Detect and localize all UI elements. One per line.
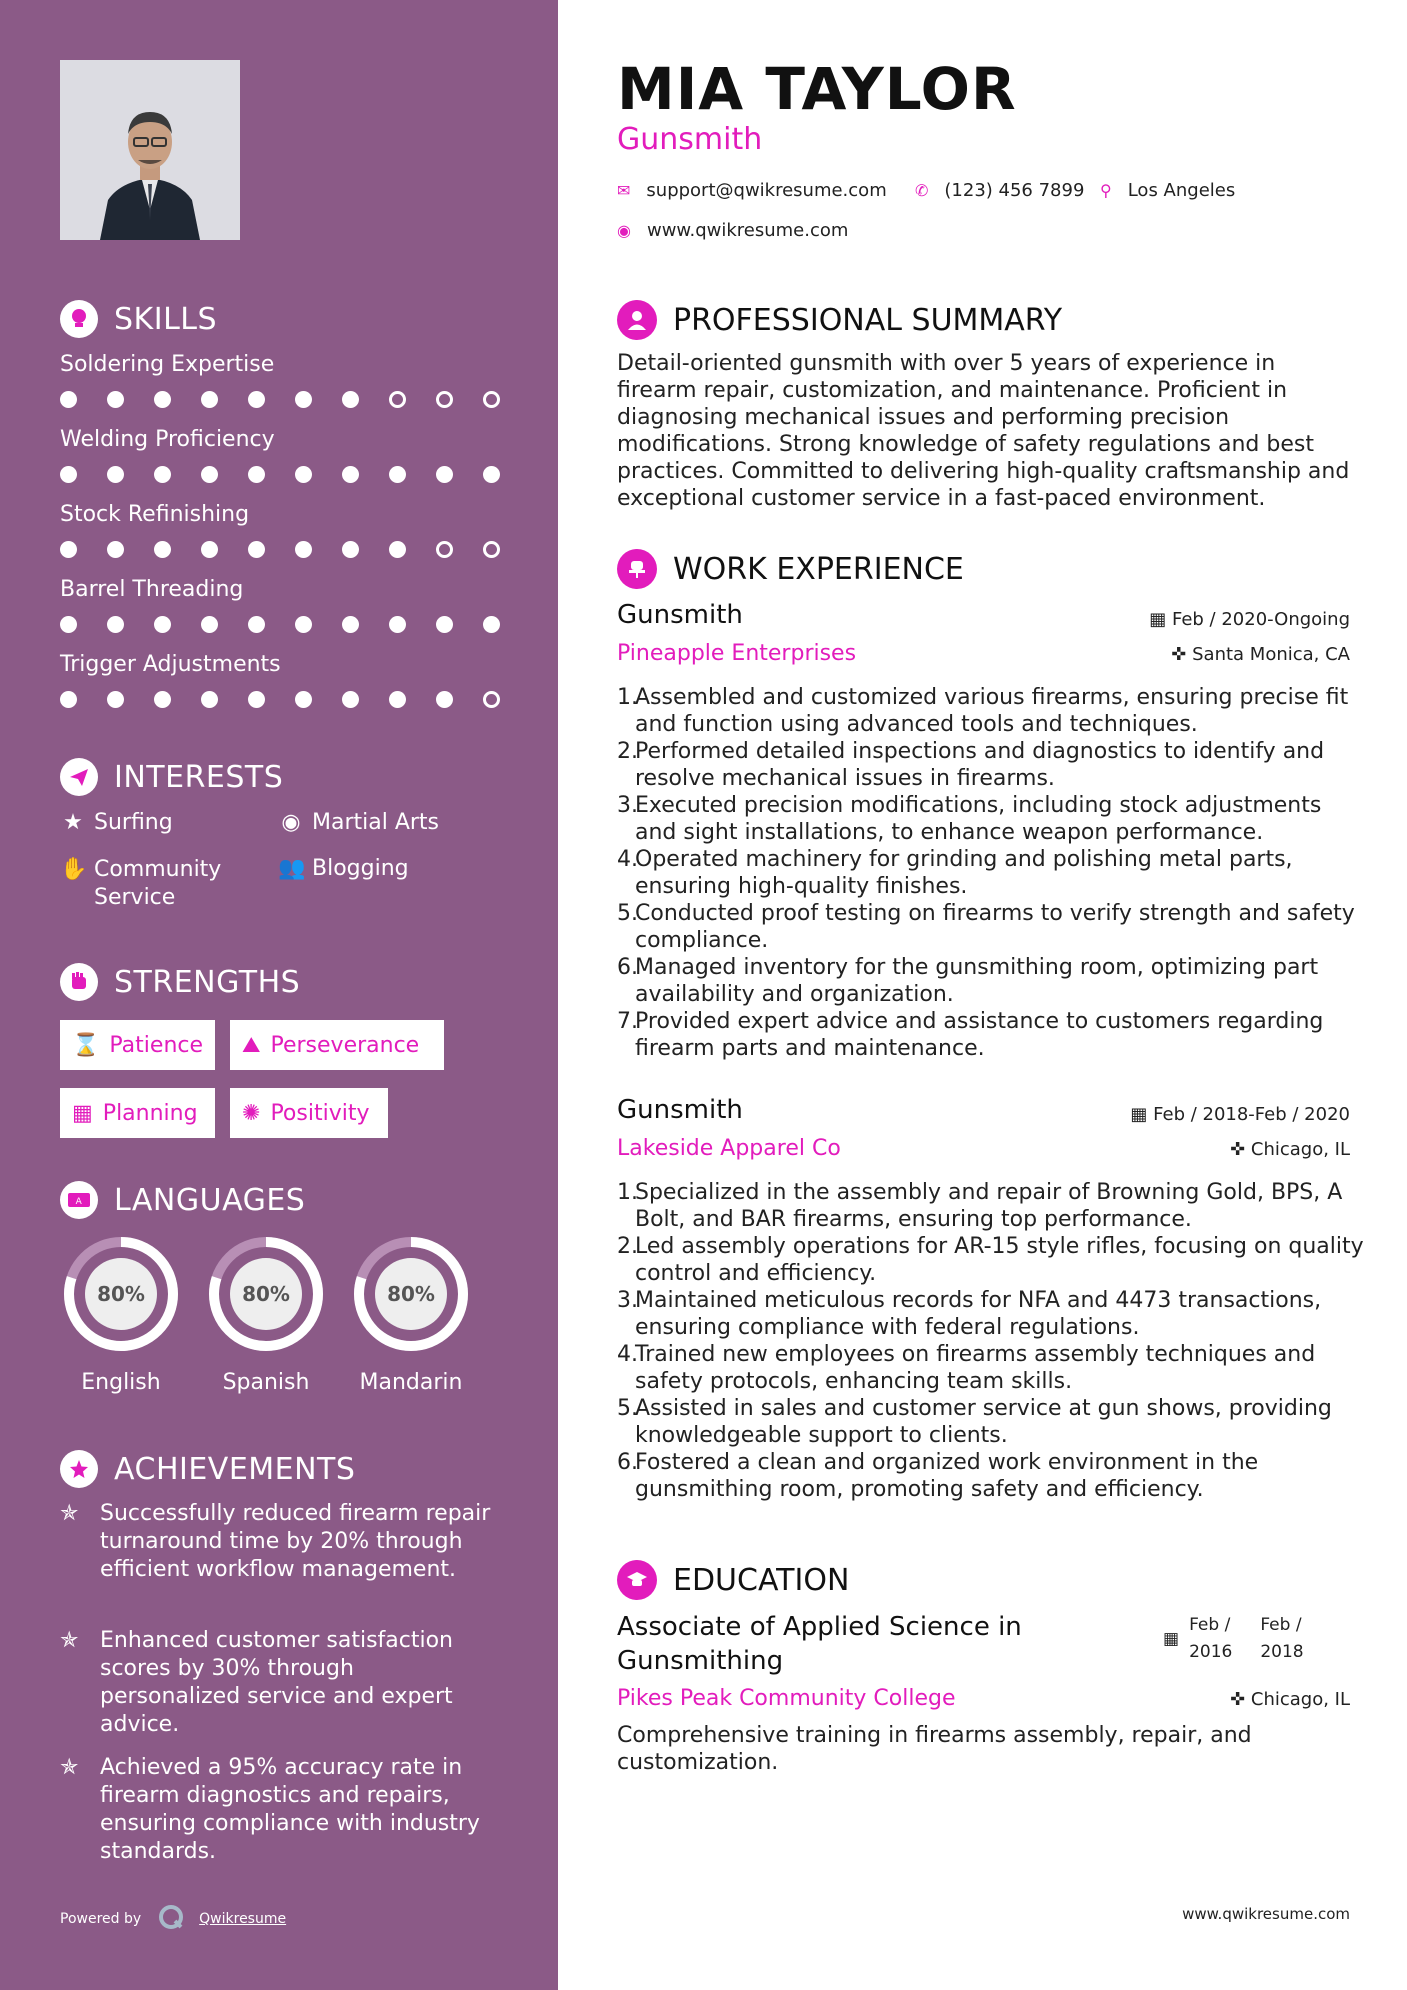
bullet-text: Led assembly operations for AR-15 style rifles, focusing on quality control and efficiency.	[635, 1234, 1364, 1286]
rating-dot-filled	[342, 691, 359, 708]
rating-dot-filled	[342, 616, 359, 633]
road-icon: ⛰	[242, 1032, 261, 1058]
rating-dot-filled	[483, 616, 500, 633]
footer-url[interactable]: www.qwikresume.com	[1182, 1905, 1350, 1923]
job-bullet	[617, 1287, 1368, 1341]
rating-dot-empty	[389, 391, 406, 408]
education-heading: EDUCATION	[617, 1560, 849, 1600]
skill-rating	[60, 691, 530, 708]
job-title: Gunsmith	[617, 1095, 743, 1125]
calendar-icon: ▦	[1163, 1629, 1180, 1649]
skills-heading: SKILLS	[60, 300, 217, 338]
rating-dot-filled	[436, 616, 453, 633]
bullet-number: 7.	[617, 1009, 638, 1034]
strength-chip: ▦ Planning	[60, 1088, 215, 1138]
rating-dot-filled	[342, 541, 359, 558]
language-name: English	[81, 1370, 161, 1395]
job-title: Gunsmith	[617, 600, 743, 630]
achievements-heading: ACHIEVEMENTS	[60, 1450, 355, 1488]
rating-dot-filled	[248, 391, 265, 408]
skill-name: Soldering Expertise	[60, 352, 275, 377]
bullet-text: Managed inventory for the gunsmithing room, optimizing part availability and organization.	[635, 955, 1319, 1007]
language-name: Spanish	[222, 1370, 310, 1395]
bullet-text: Specialized in the assembly and repair of Browning Gold, BPS, A Bolt, and BAR firearms, ensuring top performance.	[635, 1180, 1343, 1232]
school-name: Pikes Peak Community College	[617, 1686, 956, 1711]
star-icon: ★	[63, 810, 83, 835]
rating-dot-filled	[248, 466, 265, 483]
rating-dot-filled	[389, 616, 406, 633]
contact-phone: ✆ (123) 456 7899	[915, 180, 1085, 201]
rating-dot-empty	[483, 391, 500, 408]
bullet-text: Conducted proof testing on firearms to verify strength and safety compliance.	[635, 901, 1355, 953]
user-icon	[617, 300, 657, 340]
rating-dot-filled	[248, 691, 265, 708]
bullet-number: 3.	[617, 793, 638, 818]
rating-dot-filled	[154, 466, 171, 483]
strengths-heading: STRENGTHS	[60, 963, 300, 1001]
achievement-item: ✯ Successfully reduced firearm repair turnaround time by 20% through efficient workflow management.	[60, 1501, 491, 1582]
sun-icon: ✺	[242, 1100, 261, 1126]
calendar-icon: ▦	[1149, 609, 1172, 630]
bullet-number: 5.	[617, 901, 638, 926]
strength-chip: ⌛ Patience	[60, 1020, 215, 1070]
bullet-number: 1.	[617, 1180, 638, 1205]
rating-dot-filled	[107, 691, 124, 708]
profile-photo	[60, 60, 240, 240]
rating-dot-filled	[60, 691, 77, 708]
job-company: Pineapple Enterprises	[617, 641, 857, 666]
hourglass-icon: ⌛	[72, 1032, 100, 1058]
bullet-text: Fostered a clean and organized work environment in the gunsmithing room, promoting safety and efficiency.	[635, 1450, 1259, 1502]
skill-name: Trigger Adjustments	[60, 652, 281, 677]
rating-dot-filled	[483, 466, 500, 483]
summary-text: Detail-oriented gunsmith with over 5 years of experience in firearm repair, customization, and maintenance. Proficient in diagnosing mechanical issues and performing precision modifications. Strong knowledge of safety regulations and best practices. Committed to delivering high-quality craftsmanship and exceptional customer service in a fast-paced environment.	[617, 351, 1350, 511]
rating-dot-filled	[154, 541, 171, 558]
rating-dot-filled	[295, 691, 312, 708]
lightbulb-icon	[60, 300, 98, 338]
rating-dot-filled	[295, 616, 312, 633]
rating-dot-filled	[201, 391, 218, 408]
job-bullet	[617, 684, 1368, 738]
language-percent: 80%	[242, 1282, 290, 1306]
interest-item: ◉ Martial Arts	[278, 810, 439, 835]
job-bullets	[617, 1179, 1368, 1503]
job-bullet	[617, 954, 1368, 1008]
bullet-text: Performed detailed inspections and diagnostics to identify and resolve mechanical issues in firearms.	[635, 739, 1325, 791]
bullet-number: 4.	[617, 847, 638, 872]
language-percent: 80%	[97, 1282, 145, 1306]
bullet-number: 2.	[617, 1234, 638, 1259]
rating-dot-filled	[107, 466, 124, 483]
rating-dot-empty	[483, 541, 500, 558]
interest-item: ★ Surfing	[60, 810, 173, 835]
star-icon: ✯	[60, 1755, 79, 1780]
pin-icon: ✜	[1171, 644, 1193, 665]
bullet-text: Assisted in sales and customer service at gun shows, providing knowledgeable support to clients.	[635, 1396, 1332, 1448]
rating-dot-filled	[107, 616, 124, 633]
bullet-number: 6.	[617, 955, 638, 980]
rating-dot-filled	[201, 541, 218, 558]
job-location: ✜ Chicago, IL	[1230, 1139, 1350, 1160]
star-badge-icon	[60, 1450, 98, 1488]
svg-text:A: A	[75, 1197, 83, 1207]
strength-chip: ⛰ Perseverance	[230, 1020, 444, 1070]
rating-dot-filled	[389, 691, 406, 708]
qwikresume-logo-icon	[157, 1903, 185, 1935]
rating-dot-filled	[201, 691, 218, 708]
rating-dot-filled	[389, 541, 406, 558]
rating-dot-filled	[154, 616, 171, 633]
job-dates: ▦ Feb / 2018-Feb / 2020	[1130, 1104, 1350, 1125]
bullet-text: Operated machinery for grinding and polishing metal parts, ensuring high-quality finishes.	[635, 847, 1293, 899]
skill-name: Barrel Threading	[60, 577, 244, 602]
rating-dot-filled	[342, 391, 359, 408]
job-bullet	[617, 1233, 1368, 1287]
candidate-title: Gunsmith	[617, 122, 763, 157]
map-pin-icon: ⚲	[1100, 181, 1112, 200]
rating-dot-filled	[342, 466, 359, 483]
education-description: Comprehensive training in firearms assembly, repair, and customization.	[617, 1723, 1252, 1775]
language-progress-ring	[60, 1233, 182, 1355]
brand-link[interactable]: Qwikresume	[199, 1911, 287, 1927]
rating-dot-empty	[483, 691, 500, 708]
education-location: ✜ Chicago, IL	[1230, 1689, 1350, 1710]
job-bullet	[617, 1341, 1368, 1395]
rating-dot-filled	[295, 541, 312, 558]
experience-heading: WORK EXPERIENCE	[617, 549, 964, 589]
phone-icon: ✆	[915, 181, 929, 200]
translate-icon	[60, 1181, 98, 1219]
achievement-item: ✯ Enhanced customer satisfaction scores by 30% through personalized service and expert advice.	[60, 1628, 453, 1737]
candidate-name: MIA TAYLOR	[617, 55, 1017, 123]
skill-name: Welding Proficiency	[60, 427, 275, 452]
strength-chip: ✺ Positivity	[230, 1088, 388, 1138]
language-name: Mandarin	[359, 1370, 463, 1395]
rating-dot-filled	[107, 541, 124, 558]
bullet-text: Maintained meticulous records for NFA and 4473 transactions, ensuring compliance with federal regulations.	[635, 1288, 1322, 1340]
job-bullet	[617, 792, 1368, 846]
calendar-icon: ▦	[72, 1100, 93, 1126]
job-bullet	[617, 738, 1368, 792]
bullet-text: Assembled and customized various firearms, ensuring precise fit and function using advanced tools and techniques.	[635, 685, 1349, 737]
skill-name: Stock Refinishing	[60, 502, 250, 527]
skill-rating	[60, 391, 530, 408]
skill-rating	[60, 466, 530, 483]
job-bullet	[617, 900, 1368, 954]
rating-dot-filled	[201, 466, 218, 483]
job-location: ✜ Santa Monica, CA	[1171, 644, 1350, 665]
bullet-text: Trained new employees on firearms assembly techniques and safety protocols, enhancing team skills.	[635, 1342, 1316, 1394]
language-progress-ring	[205, 1233, 327, 1355]
rating-dot-empty	[436, 541, 453, 558]
rating-dot-filled	[60, 391, 77, 408]
users-icon: 👥	[278, 856, 306, 881]
bullet-number: 4.	[617, 1342, 638, 1367]
rating-dot-filled	[201, 616, 218, 633]
globe-icon: ◉	[617, 221, 631, 240]
contact-email: ✉ support@qwikresume.com	[617, 180, 887, 201]
pin-icon: ✜	[1230, 1139, 1251, 1160]
job-company: Lakeside Apparel Co	[617, 1136, 841, 1161]
star-icon: ✯	[60, 1501, 79, 1526]
rating-dot-filled	[389, 466, 406, 483]
degree-title: Associate of Applied Science in Gunsmithing	[617, 1612, 1022, 1676]
powered-by: Powered by Qwikresume	[60, 1903, 286, 1935]
rating-dot-filled	[60, 616, 77, 633]
bullet-text: Provided expert advice and assistance to customers regarding firearm parts and maintenance.	[635, 1009, 1324, 1061]
job-bullet	[617, 846, 1368, 900]
contact-website: ◉ www.qwikresume.com	[617, 220, 849, 241]
graduation-cap-icon	[617, 1560, 657, 1600]
calendar-icon: ▦	[1130, 1104, 1154, 1125]
rating-dot-filled	[248, 541, 265, 558]
job-bullet	[617, 1449, 1368, 1503]
languages-heading: A LANGUAGES	[60, 1181, 305, 1219]
education-dates: ▦ Feb / 2016 Feb / 2018	[1163, 1612, 1304, 1666]
rating-dot-empty	[436, 391, 453, 408]
rating-dot-filled	[295, 391, 312, 408]
rating-dot-filled	[60, 466, 77, 483]
summary-heading: PROFESSIONAL SUMMARY	[617, 300, 1062, 340]
job-dates: ▦ Feb / 2020-Ongoing	[1149, 609, 1350, 630]
job-bullets	[617, 684, 1368, 1062]
rating-dot-filled	[436, 466, 453, 483]
job-bullet	[617, 1179, 1368, 1233]
rating-dot-filled	[436, 691, 453, 708]
star-icon: ✯	[60, 1628, 79, 1653]
contact-location: ⚲ Los Angeles	[1100, 180, 1236, 201]
rating-dot-filled	[154, 391, 171, 408]
language-progress-ring	[350, 1233, 472, 1355]
briefcase-chair-icon	[617, 549, 657, 589]
achievement-item: ✯ Achieved a 95% accuracy rate in firearm diagnostics and repairs, ensuring compliance with industry standards.	[60, 1755, 480, 1864]
pin-icon: ✜	[1230, 1689, 1251, 1710]
skill-rating	[60, 616, 530, 633]
interests-heading: INTERESTS	[60, 758, 283, 796]
rating-dot-filled	[295, 466, 312, 483]
interest-item: 👥 Blogging	[278, 856, 409, 881]
rating-dot-filled	[60, 541, 77, 558]
bullet-number: 6.	[617, 1450, 638, 1475]
envelope-icon: ✉	[617, 181, 631, 200]
rating-dot-filled	[154, 691, 171, 708]
globe-icon: ◉	[281, 810, 301, 835]
hand-icon: ✋	[60, 857, 88, 882]
rating-dot-filled	[107, 391, 124, 408]
bullet-number: 1.	[617, 685, 638, 710]
bullet-text: Executed precision modifications, including stock adjustments and sight installations, to enhance weapon performance.	[635, 793, 1322, 845]
job-bullet	[617, 1008, 1368, 1062]
skill-rating	[60, 541, 530, 558]
bullet-number: 2.	[617, 739, 638, 764]
job-bullet	[617, 1395, 1368, 1449]
bullet-number: 3.	[617, 1288, 638, 1313]
paper-plane-icon	[60, 758, 98, 796]
rating-dot-filled	[248, 616, 265, 633]
fist-icon	[60, 963, 98, 1001]
language-percent: 80%	[387, 1282, 435, 1306]
bullet-number: 5.	[617, 1396, 638, 1421]
interest-item: ✋ Community Service	[60, 857, 222, 910]
